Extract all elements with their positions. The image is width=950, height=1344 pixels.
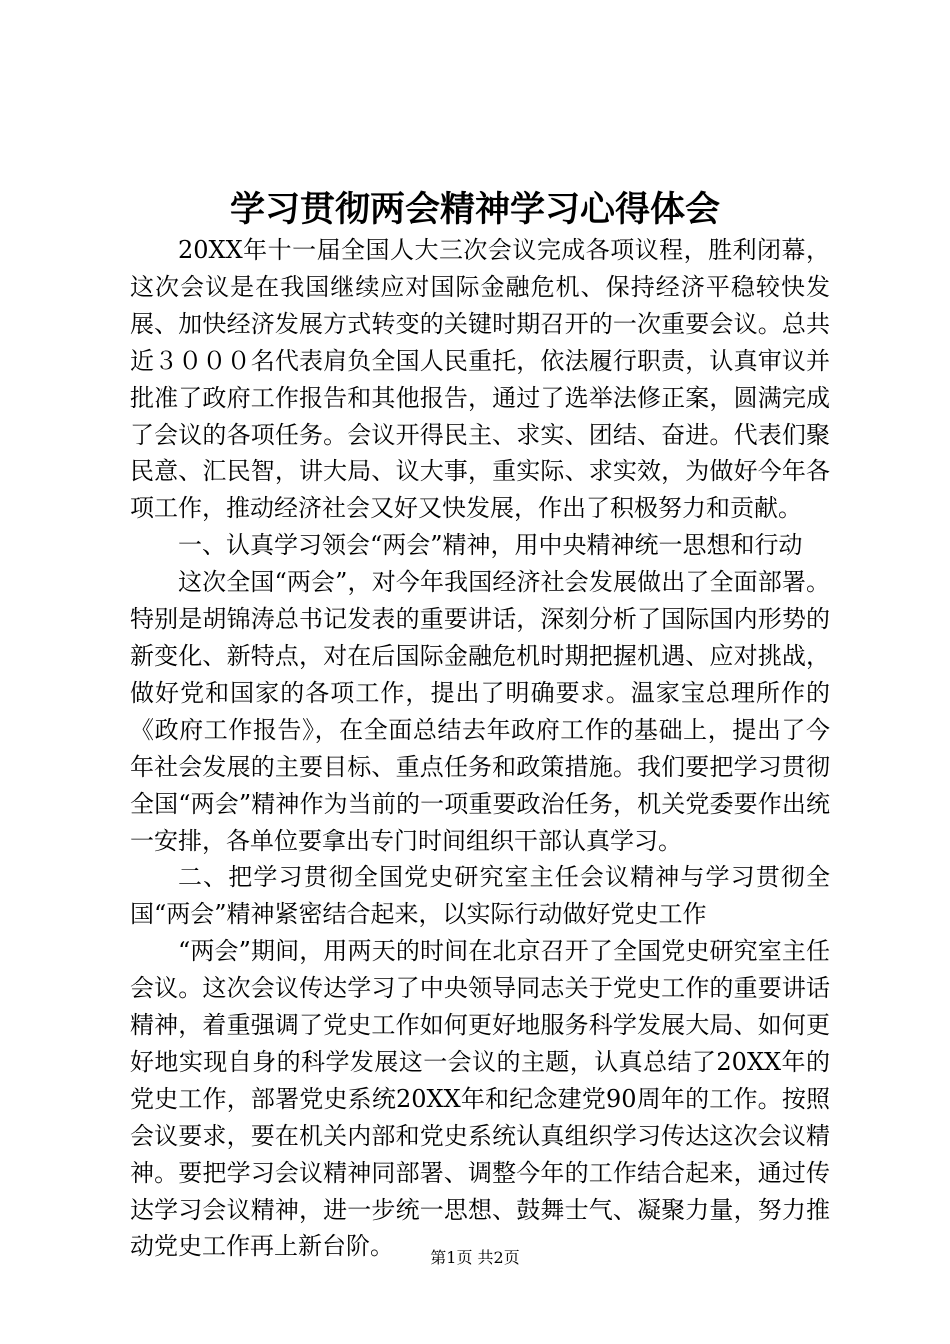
section-heading-1: 一、认真学习领会“两会”精神，用中央精神统一思想和行动 bbox=[178, 531, 803, 560]
paragraph-section-2: “两会”期间，用两天的时间在北京召开了全国党史研究室主任会议。这次会议传达学习了中央领导同志关于党史工作的重要讲话精神，着重强调了党史工作如何更好地服务科学发展大局、如何更好地实现自身的科学发展这一会议的主题，认真总结了20XX年的党史工作，部署党史系统20XX年和纪念建党90周年的工作。按照会议要求，要在机关内部和党史系统认真组织学习传达这次会议精神。要把学习会议精神同部署、调整今年的工作结合起来，通过传达学习会议精神，进一步统一思想、鼓舞士气、凝聚力量，努力推动党史工作再上新台阶。 bbox=[130, 937, 830, 1261]
section-heading-2: 二、把学习贯彻全国党史研究室主任会议精神与学习贯彻全国“两会”精神紧密结合起来，以实际行动做好党史工作 bbox=[130, 863, 830, 929]
paragraph-intro: 20XX年十一届全国人大三次会议完成各项议程，胜利闭幕，这次会议是在我国继续应对国际金融危机、保持经济平稳较快发展、加快经济发展方式转变的关键时期召开的一次重要会议。总共近３０００名代表肩负全国人民重托，依法履行职责，认真审议并批准了政府工作报告和其他报告，通过了选举法修正案，圆满完成了会议的各项任务。会议开得民主、求实、团结、奋进。代表们聚民意、汇民智，讲大局、议大事，重实际、求实效，为做好今年各项工作，推动经济社会又好又快发展，作出了积极努力和贡献。 bbox=[130, 236, 830, 523]
document-body bbox=[130, 232, 830, 1265]
document-title: 学习贯彻两会精神学习心得体会 bbox=[229, 189, 720, 230]
paragraph-section-1: 这次全国“两会”，对今年我国经济社会发展做出了全面部署。特别是胡锦涛总书记发表的重要讲话，深刻分析了国际国内形势的新变化、新特点，对在后国际金融危机时期把握机遇、应对挑战，做好党和国家的各项工作，提出了明确要求。温家宝总理所作的《政府工作报告》，在全面总结去年政府工作的基础上，提出了今年社会发展的主要目标、重点任务和政策措施。我们要把学习贯彻全国“两会”精神作为当前的一项重要政治任务，机关党委要作出统一安排，各单位要拿出专门时间组织干部认真学习。 bbox=[130, 568, 830, 855]
page-number-footer: 第1页 共2页 bbox=[430, 1248, 520, 1267]
